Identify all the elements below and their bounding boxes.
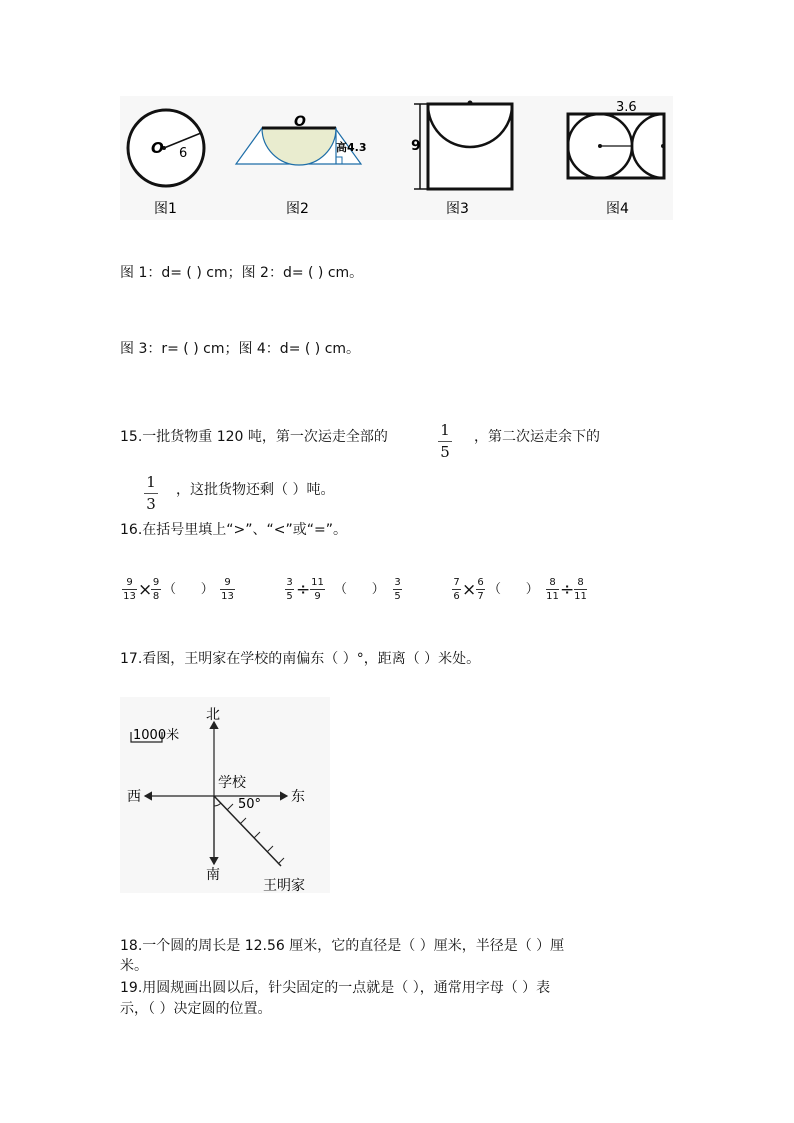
fig4-caption: 图4 (606, 201, 629, 217)
frac-den: 6 (453, 591, 460, 602)
frac-num: 3 (286, 577, 293, 588)
angle-arc (214, 803, 221, 806)
tick-4 (267, 846, 273, 852)
q16-item2-blank[interactable]: （ ） (334, 582, 385, 597)
q17-question: 17.看图，王明家在学校的南偏东（ ）°，距离（ ）米处。 (120, 651, 481, 667)
frac-num: 8 (549, 577, 556, 588)
fig2-center-label: O (294, 114, 306, 130)
q15-frac1-num: 1 (440, 421, 450, 439)
frac-den: 8 (152, 591, 160, 602)
frac-num: 9 (152, 577, 160, 588)
tick-5 (278, 858, 284, 864)
angle-label: 50° (238, 797, 262, 812)
tick-3 (254, 832, 260, 838)
frac-num: 6 (477, 577, 484, 588)
frac-num: 7 (453, 577, 460, 588)
tick-2 (240, 818, 246, 824)
fig3-side-label: 9 (411, 138, 421, 154)
tick-1 (227, 804, 233, 810)
frac-num: 9 (126, 577, 133, 588)
frac-den: 5 (394, 591, 401, 602)
frac-den: 7 (477, 591, 484, 602)
north-label: 北 (206, 707, 220, 723)
q15-part1: 15.一批货物重 120 吨，第一次运走全部的 (120, 429, 388, 445)
q16-item3-operator-2: ÷ (560, 580, 575, 600)
frac-num: 11 (311, 577, 324, 588)
fig-question-line1: 图 1：d= ( ) cm；图 2：d= ( ) cm。 (120, 265, 364, 281)
frac-den: 13 (221, 591, 234, 602)
frac-num: 8 (577, 577, 584, 588)
frac-den: 9 (314, 591, 321, 602)
fig4-top-label: 3.6 (616, 100, 637, 115)
frac-num: 3 (394, 577, 401, 588)
fig3-caption: 图3 (446, 201, 469, 217)
q16-item1-operator: × (138, 580, 153, 600)
frac-den: 13 (123, 591, 136, 602)
fig1-center-label: O (151, 139, 164, 157)
q18-line2: 米。 (120, 958, 148, 974)
fig2-height-label: 高4.3 (336, 141, 367, 154)
q15-frac2-den: 3 (146, 495, 156, 513)
q16-item2-operator: ÷ (296, 580, 311, 600)
q15-part2: ，第二次运走余下的 (474, 429, 600, 445)
home-label: 王明家 (263, 878, 305, 894)
fig-question-line2: 图 3：r= ( ) cm；图 4：d= ( ) cm。 (120, 341, 361, 357)
q19-line1: 19.用圆规画出圆以后，针尖固定的一点就是（ ），通常用字母（ ）表 (120, 980, 551, 996)
q19-line2: 示，（ ）决定圆的位置。 (120, 1001, 272, 1017)
q16-item1-blank[interactable]: （ ） (163, 582, 214, 597)
q15-part3: ，这批货物还剩（ ）吨。 (176, 482, 335, 498)
q18-line1: 18.一个圆的周长是 12.56 厘米，它的直径是（ ）厘米，半径是（ ）厘 (120, 938, 565, 954)
frac-den: 5 (286, 591, 293, 602)
fig2-caption: 图2 (286, 201, 309, 217)
west-label: 西 (127, 789, 141, 805)
q15-frac1-den: 5 (440, 443, 450, 461)
q16-question: 16.在括号里填上“>”、“<”或“=”。 (120, 522, 347, 538)
east-label: 东 (291, 789, 305, 805)
frac-den: 11 (546, 591, 559, 602)
school-label: 学校 (218, 775, 246, 791)
frac-num: 9 (224, 577, 231, 588)
q15-frac2-num: 1 (146, 473, 156, 491)
q16-item3-blank[interactable]: （ ） (488, 582, 539, 597)
fig1-radius-label: 6 (179, 146, 188, 161)
frac-den: 11 (574, 591, 587, 602)
south-label: 南 (206, 867, 220, 883)
fig1-caption: 图1 (154, 201, 177, 217)
q16-item3-operator: × (462, 580, 477, 600)
scale-label: 1000米 (133, 728, 180, 743)
